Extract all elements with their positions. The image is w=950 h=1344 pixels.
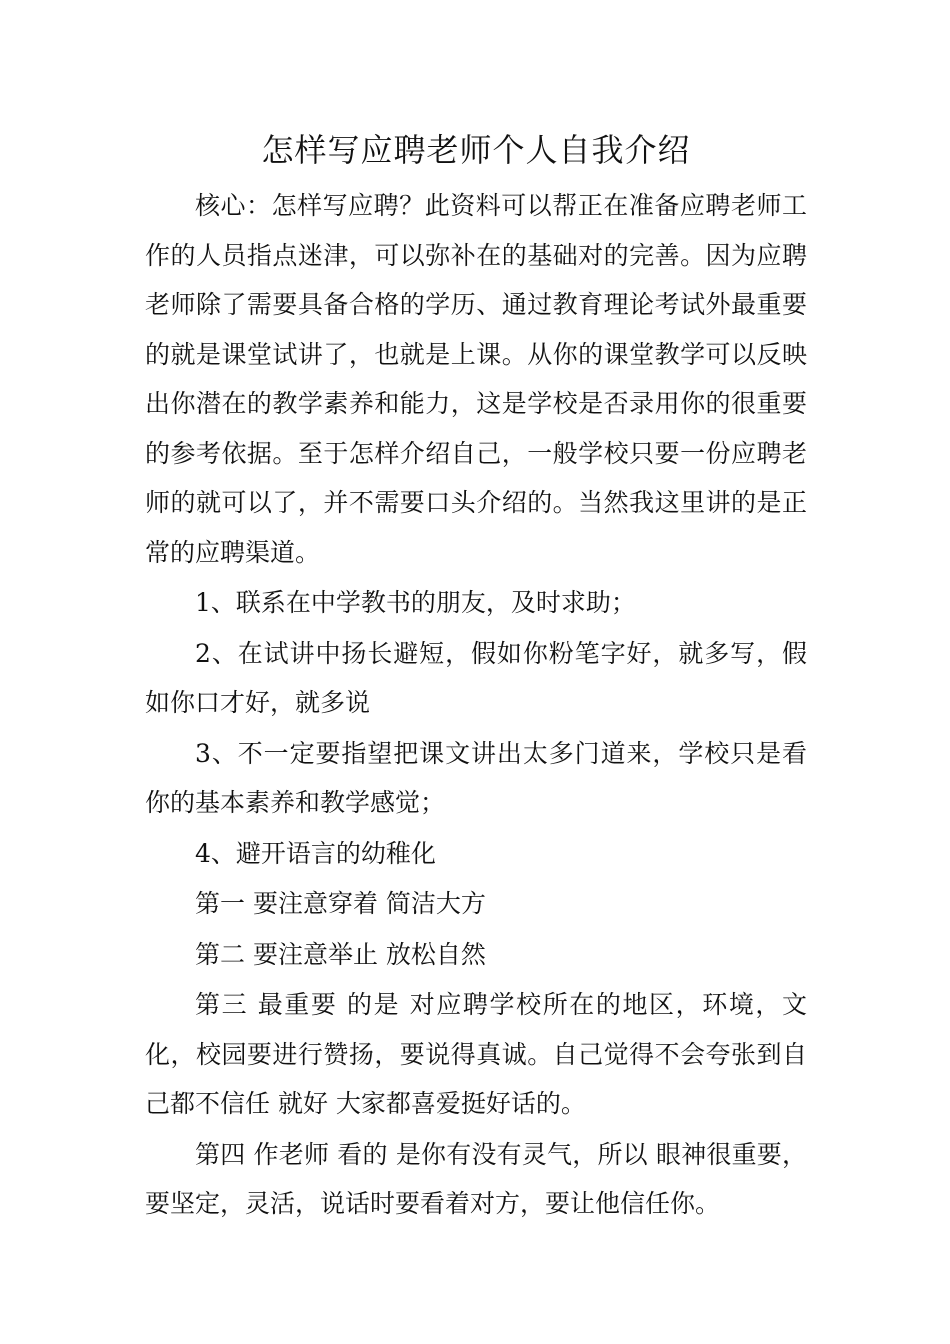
tip-2-paragraph: 2、在试讲中扬长避短，假如你粉笔字好，就多写，假如你口才好，就多说 [145,638,807,717]
intro-paragraph: 核心：怎样写应聘？此资料可以帮正在准备应聘老师工作的人员指点迷津，可以弥补在的基础对的完善。因为应聘老师除了需要具备合格的学历、通过教育理论考试外最重要的就是课堂试讲了，也就是上课。从你的课堂教学可以反映出你潜在的教学素养和能力，这是学校是否录用你的很重要的参考依据。至于怎样介绍自己，一般学校只要一份应聘老师的就可以了，并不需要口头介绍的。当然我这里讲的是正常的应聘渠道。 [145,191,807,567]
tip-4-paragraph: 4、避开语言的幼稚化 [195,838,436,868]
point-4-paragraph: 第四 作老师 看的 是你有没有灵气，所以 眼神很重要，要坚定，灵活，说话时要看着对方，要让他信任你。 [145,1139,807,1218]
tip-1-paragraph: 1、联系在中学教书的朋友，及时求助； [195,588,636,617]
point-2-paragraph: 第二 要注意举止 放松自然 [195,939,486,969]
point-1-paragraph: 第一 要注意穿着 简洁大方 [195,889,486,918]
document-page [145,125,807,1229]
point-3-paragraph: 第三 最重要 的是 对应聘学校所在的地区，环境，文化，校园要进行赞扬，要说得真诚。自己觉得不会夸张到自己都不信任 就好 大家都喜爱挺好话的。 [145,990,807,1118]
document-title: 怎样写应聘老师个人自我介绍 [261,131,691,169]
tip-3-paragraph: 3、不一定要指望把课文讲出太多门道来，学校只是看你的基本素养和教学感觉； [145,738,807,817]
